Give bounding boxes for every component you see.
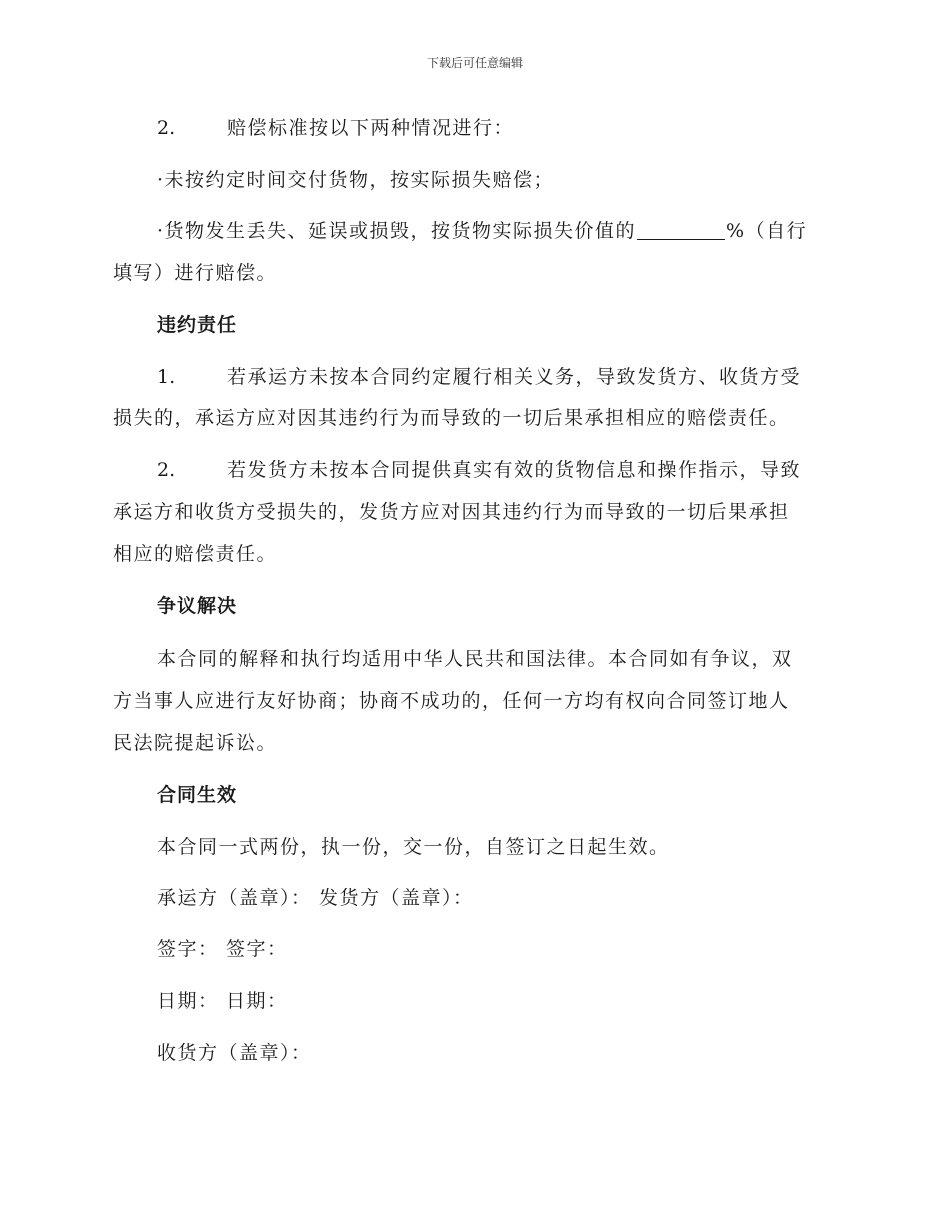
bullet-text-suffix: %（自行	[726, 220, 808, 242]
bullet-loss-damage	[157, 218, 807, 244]
bullet-late-delivery: ·未按约定时间交付货物，按实际损失赔偿；	[157, 169, 555, 191]
heading-dispute: 争议解决	[157, 595, 238, 617]
date-line: 日期： 日期：	[157, 990, 288, 1012]
item-text: 赔偿标准按以下两种情况进行：	[227, 117, 515, 139]
breach-item-1-line-2: 损失的，承运方应对因其违约行为而导致的一切后果承担相应的赔偿责任。	[113, 407, 790, 429]
item-number: 2.	[157, 459, 176, 481]
item-text: 若承运方未按本合同约定履行相关义务，导致发货方、收货方受	[227, 366, 802, 388]
breach-item-2-line-3: 相应的赔偿责任。	[113, 543, 278, 565]
dispute-line-2: 方当事人应进行友好协商；协商不成功的，任何一方均有权向合同签订地人	[113, 690, 790, 712]
breach-item-2-line-2: 承运方和收货方受损失的，发货方应对因其违约行为而导致的一切后果承担	[113, 501, 790, 523]
seal-line: 承运方（盖章）： 发货方（盖章）：	[157, 887, 474, 909]
heading-effect: 合同生效	[157, 784, 238, 806]
dispute-line-3: 民法院提起诉讼。	[113, 732, 278, 754]
item-text: 若发货方未按本合同提供真实有效的货物信息和操作指示，导致	[227, 459, 802, 481]
effect-line-1: 本合同一式两份，执一份，交一份，自签订之日起生效。	[157, 836, 670, 858]
dispute-line-1: 本合同的解释和执行均适用中华人民共和国法律。本合同如有争议，双	[157, 648, 793, 670]
bullet-loss-damage-cont: 填写）进行赔偿。	[113, 262, 278, 284]
page-header: 下载后可任意编辑	[426, 56, 523, 70]
breach-item-1	[157, 364, 801, 390]
item-number: 1.	[157, 366, 176, 388]
breach-item-2	[157, 457, 801, 483]
compensation-item-2	[157, 115, 514, 141]
heading-breach: 违约责任	[157, 314, 238, 336]
bullet-text: ·货物发生丢失、延误或损毁，按货物实际损失价值的	[157, 220, 637, 242]
item-number: 2.	[157, 117, 176, 139]
signature-line: 签字： 签字：	[157, 938, 288, 960]
fill-in-blank	[637, 221, 725, 240]
receiver-seal-line: 收货方（盖章）：	[157, 1042, 312, 1064]
